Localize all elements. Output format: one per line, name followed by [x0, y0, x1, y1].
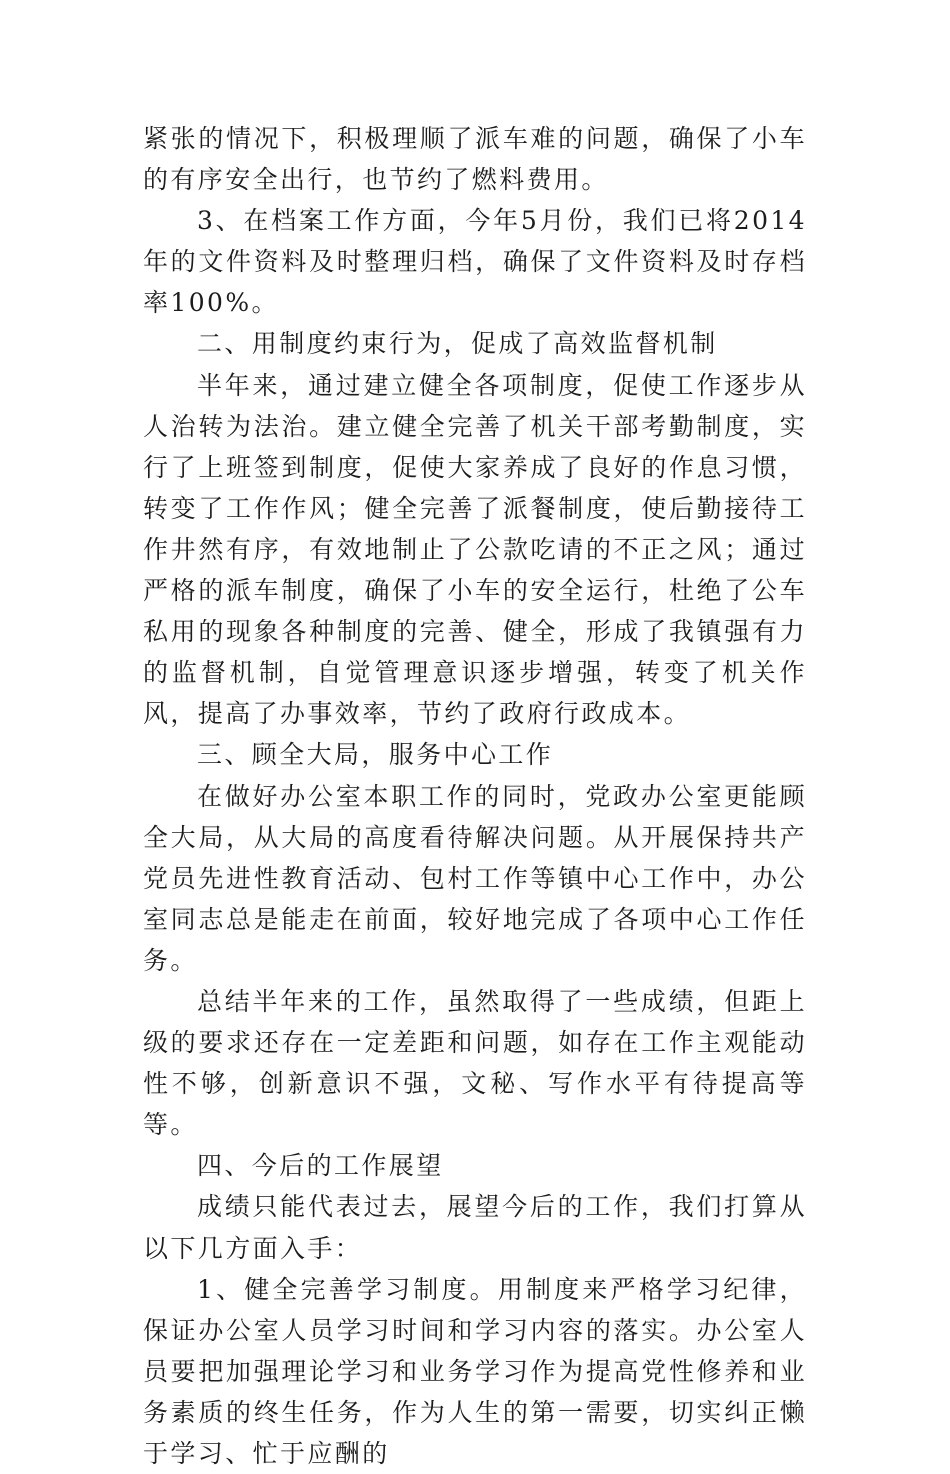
paragraph-continuation: 紧张的情况下，积极理顺了派车难的问题，确保了小车的有序安全出行，也节约了燃料费用。	[143, 124, 807, 195]
section-heading-4: 四、今后的工作展望	[197, 1151, 444, 1181]
paragraph-outlook: 成绩只能代表过去，展望今后的工作，我们打算从以下几方面入手：	[143, 1192, 807, 1263]
document-body	[143, 118, 807, 1474]
section-heading-3: 三、顾全大局，服务中心工作	[197, 740, 554, 770]
section-heading-2: 二、用制度约束行为，促成了高效监督机制	[197, 329, 718, 359]
paragraph-overall-situation: 在做好办公室本职工作的同时，党政办公室更能顾全大局，从大局的高度看待解决问题。从开展保持共产党员先进性教育活动、包村工作等镇中心工作中，办公室同志总是能走在前面，较好地完成了各项中心工作任务。	[143, 781, 807, 975]
paragraph-study-system: 1、健全完善学习制度。用制度来严格学习纪律，保证办公室人员学习时间和学习内容的落实。办公室人员要把加强理论学习和业务学习作为提高党性修养和业务素质的终生任务，作为人生的第一需要，切实纠正懒于学习、忙于应酬的	[143, 1274, 807, 1468]
paragraph-summary: 总结半年来的工作，虽然取得了一些成绩，但距上级的要求还存在一定差距和问题，如存在工作主观能动性不够，创新意识不强，文秘、写作水平有待提高等等。	[143, 986, 807, 1140]
paragraph-system-building: 半年来，通过建立健全各项制度，促使工作逐步从人治转为法治。建立健全完善了机关干部考勤制度，实行了上班签到制度，促使大家养成了良好的作息习惯，转变了工作作风；健全完善了派餐制度，使后勤接待工作井然有序，有效地制止了公款吃请的不正之风；通过严格的派车制度，确保了小车的安全运行，杜绝了公车私用的现象各种制度的完善、健全，形成了我镇强有力的监督机制，自觉管理意识逐步增强，转变了机关作风，提高了办事效率，节约了政府行政成本。	[143, 370, 807, 729]
paragraph-archive-work: 3、在档案工作方面，今年5月份，我们已将2014年的文件资料及时整理归档，确保了文件资料及时存档率100%。	[143, 206, 807, 318]
